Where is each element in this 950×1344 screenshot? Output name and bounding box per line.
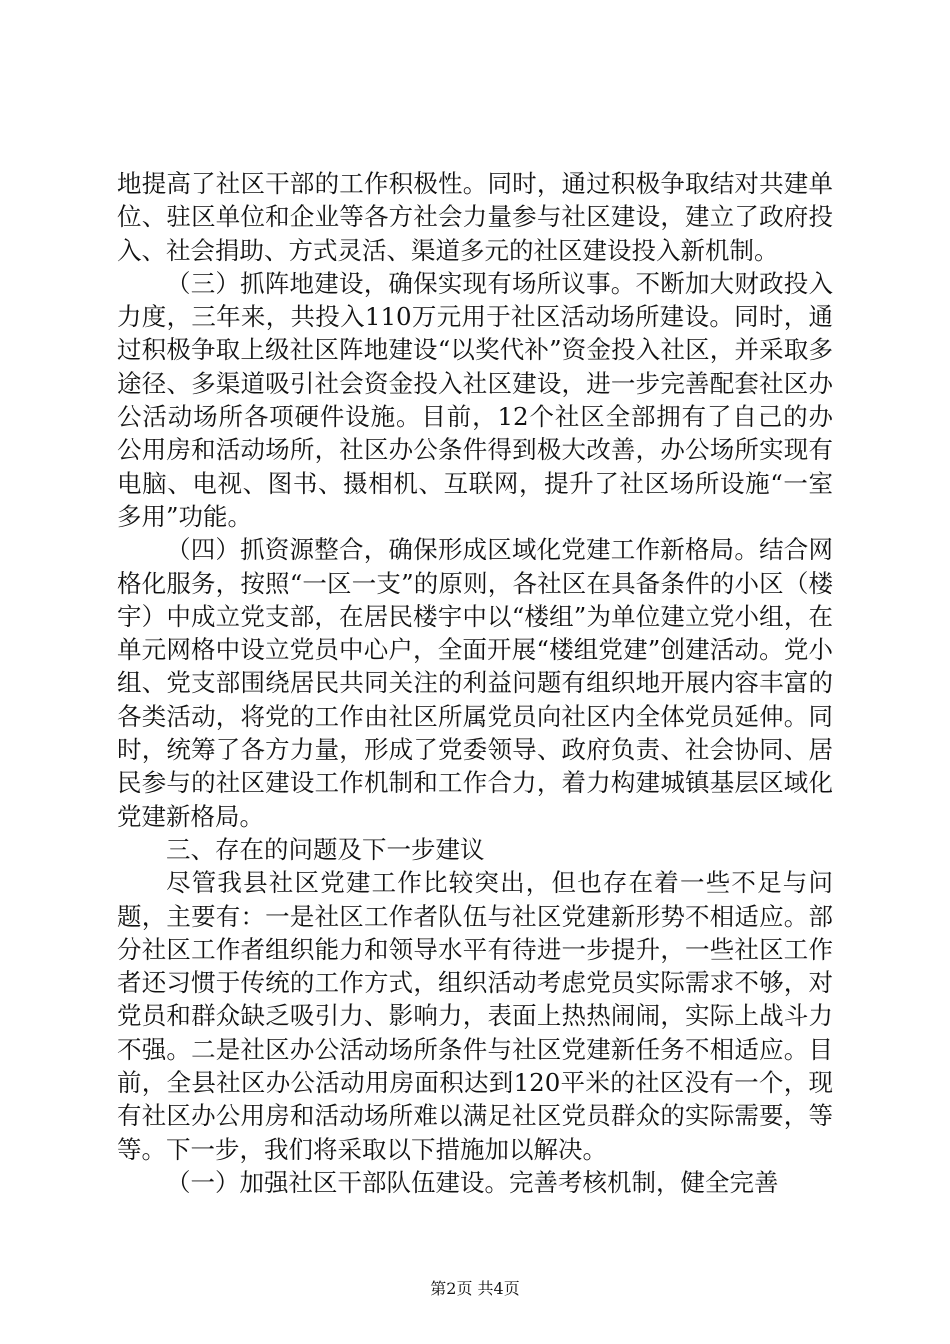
- paragraph-measure-one: （一）加强社区干部队伍建设。完善考核机制，健全完善: [166, 1167, 779, 1197]
- paragraph-continued: 地提高了社区干部的工作积极性。同时，通过积极争取结对共建单位、驻区单位和企业等各方社会力量参与社区建设，建立了政府投入、社会捐助、方式灵活、渠道多元的社区建设投入新机制。: [117, 169, 833, 265]
- paragraph-section-four: （四）抓资源整合，确保形成区域化党建工作新格局。结合网格化服务，按照“一区一支”的原则，各社区在具备条件的小区（楼宇）中成立党支部，在居民楼宇中以“楼组”为单位建立党小组，在单元网格中设立党员中心户，全面开展“楼组党建”创建活动。党小组、党支部围绕居民共同关注的利益问题有组织地开展内容丰富的各类活动，将党的工作由社区所属党员向社区内全体党员延伸。同时，统筹了各方力量，形成了党委领导、政府负责、社会协同、居民参与的社区建设工作机制和工作合力，着力构建城镇基层区域化党建新格局。: [117, 535, 833, 831]
- section-heading: 三、存在的问题及下一步建议: [166, 834, 485, 864]
- paragraph-problems: 尽管我县社区党建工作比较突出，但也存在着一些不足与问题，主要有：一是社区工作者队伍与社区党建新形势不相适应。部分社区工作者组织能力和领导水平有待进一步提升，一些社区工作者还习惯于传统的工作方式，组织活动考虑党员实际需求不够，对党员和群众缺乏吸引力、影响力，表面上热热闹闹，实际上战斗力不强。二是社区办公活动场所条件与社区党建新任务不相适应。目前，全县社区办公活动用房面积达到120平米的社区没有一个，现有社区办公用房和活动场所难以满足社区党员群众的实际需要，等等。下一步，我们将采取以下措施加以解决。: [117, 868, 833, 1164]
- page-number-footer: 第2页 共4页: [430, 1279, 520, 1298]
- document-body: [117, 167, 833, 1199]
- paragraph-section-three: （三）抓阵地建设，确保实现有场所议事。不断加大财政投入力度，三年来，共投入110万元用于社区活动场所建设。同时，通过积极争取上级社区阵地建设“以奖代补”资金投入社区，并采取多途径、多渠道吸引社会资金投入社区建设，进一步完善配套社区办公活动场所各项硬件设施。目前，12个社区全部拥有了自己的办公用房和活动场所，社区办公条件得到极大改善，办公场所实现有电脑、电视、图书、摄相机、互联网，提升了社区场所设施“一室多用”功能。: [117, 268, 833, 531]
